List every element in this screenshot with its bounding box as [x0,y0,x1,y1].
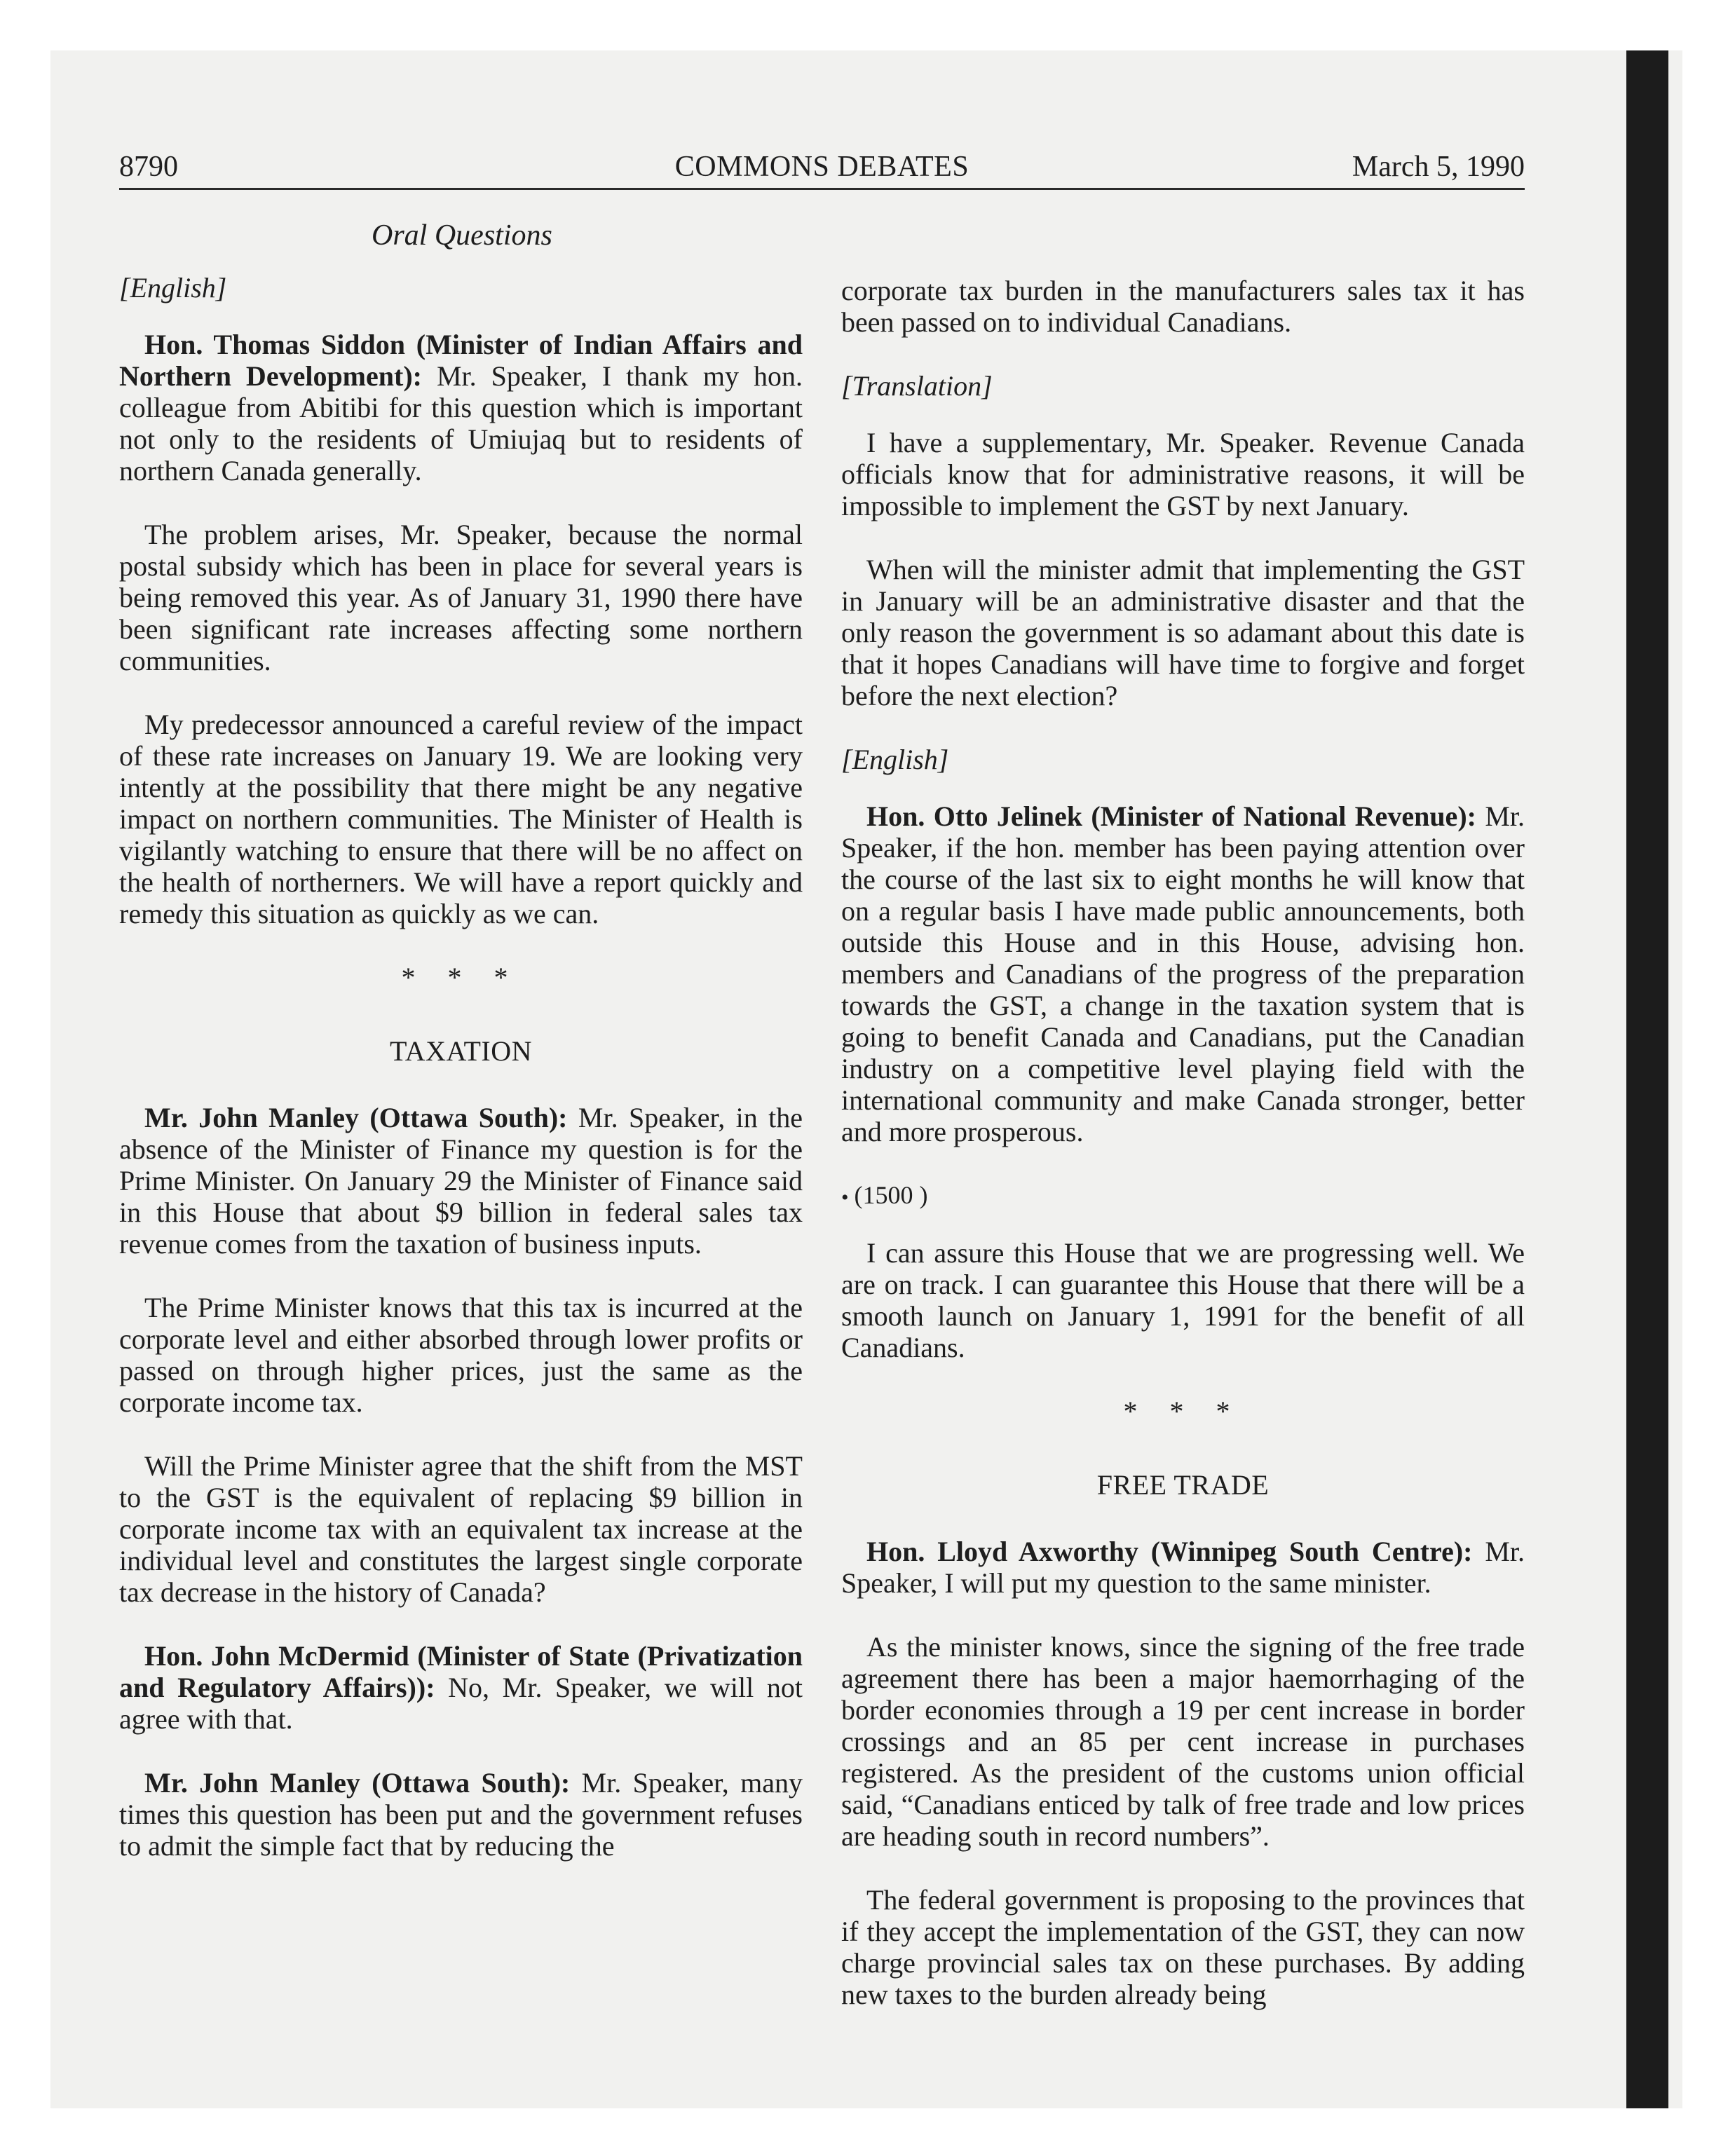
right-column [841,275,1525,2042]
language-marker: [English] [119,272,227,303]
section-separator: * * * [401,962,521,993]
paragraph-text: No, Mr. Speaker, we will not agree with that. [119,1672,803,1735]
language-marker: [English] [841,744,949,775]
page-header [119,147,1525,186]
header-rule [119,188,1525,190]
speaker-name: Mr. John Manley (Ottawa South): [144,1102,568,1133]
paragraph [841,800,1525,1147]
paragraph: The federal government is proposing to the provinces that if they accept the implementation of the GST, they can now charge provincial sales tax on these purchases. By adding new taxes to the burden already being [841,1884,1525,2011]
speaker-name: Mr. John Manley (Ottawa South): [144,1767,571,1799]
journal-title: COMMONS DEBATES [674,151,969,183]
paragraph [119,1640,803,1735]
paragraph [119,329,803,486]
paragraph-text: Mr. Speaker, in the absence of the Minister of Finance my question is for the Prime Minister. On January 29 the Minister of Finance said in this House that about $9 billion in federal sales tax revenue comes from the taxation of business inputs. [119,1102,803,1260]
paragraph: The problem arises, Mr. Speaker, because the normal postal subsidy which has been in place for several years is being removed this year. As of January 31, 1990 there have been significant rate increases affecting some northern communities. [119,519,803,676]
paragraph: I have a supplementary, Mr. Speaker. Revenue Canada officials know that for administrative reasons, it will be impossible to implement the GST by next January. [841,427,1525,521]
paragraph: My predecessor announced a careful review of the impact of these rate increases on January 19. We are looking very intently at the possibility that there might be any negative impact on northern communities. The Minister of Health is vigilantly watching to ensure that there will be no affect on the health of northerners. We will have a report quickly and remedy this situation as quickly as we can. [119,709,803,929]
paragraph: As the minister knows, since the signing of the free trade agreement there has been a major haemorrhaging of the border economies through a 19 per cent increase in border crossings and an 85 per cent increase in purchases registered. As the president of the customs union official said, “Canadians enticed by talk of free trade and low prices are heading south in record numbers”. [841,1631,1525,1853]
speaker-name: Hon. Otto Jelinek (Minister of National Revenue): [866,800,1476,832]
scan-edge-shadow [1626,50,1668,2108]
paragraph: The Prime Minister knows that this tax is incurred at the corporate level and either absorbed through lower profits or passed on through higher prices, just the same as the corporate income tax. [119,1292,803,1418]
paragraph: corporate tax burden in the manufacturers sales tax it has been passed on to individual Canadians. [841,275,1525,338]
paragraph-text: Mr. Speaker, if the hon. member has been paying attention over the course of the last six to eight months he will know that on a regular basis I have made public announcements, both outside this House and in this House, advising hon. members and Canadians of the progress of the preparation towards the GST, a change in the taxation system that is going to benefit Canada and Canadians, put the Canadian industry on a competitive level playing field with the international community and make Canada stronger, better and more prosperous. [841,800,1525,1147]
paragraph: Will the Prime Minister agree that the shift from the MST to the GST is the equivalent of replacing $9 billion in corporate income tax with an equivalent tax increase at the individual level and constitutes the largest single corporate tax decrease in the history of Canada? [119,1450,803,1608]
time-stamp: (1500 ) [854,1181,928,1209]
language-marker: [Translation] [841,370,993,402]
speaker-name: Hon. Thomas Siddon (Minister of Indian Affairs and Northern Development): [119,329,803,392]
paragraph-text: Mr. Speaker, I will put my question to the same minister. [841,1536,1525,1599]
speaker-name: Hon. Lloyd Axworthy (Winnipeg South Centre): [866,1536,1473,1568]
section-separator: * * * [1123,1396,1243,1428]
paragraph [119,1767,803,1862]
paragraph-text: Mr. Speaker, many times this question has been put and the government refuses to admit the simple fact that by reducing the [119,1767,803,1862]
paragraph-text: Mr. Speaker, I thank my hon. colleague from Abitibi for this question which is important not only to the residents of Umiujaq but to residents of northern Canada generally. [119,360,803,486]
section-heading-taxation: TAXATION [390,1035,532,1067]
paragraph: When will the minister admit that implementing the GST in January will be an administrative disaster and that the only reason the government is so adamant about this date is that it hopes Canadians will have time to forgive and forget before the next election? [841,554,1525,711]
running-title: Oral Questions [372,219,552,252]
paragraph: I can assure this House that we are progressing well. We are on track. I can guarantee this House that there will be a smooth launch on January 1, 1991 for the benefit of all Canadians. [841,1237,1525,1364]
time-marker [841,1180,1525,1213]
section-heading-free-trade: FREE TRADE [1096,1469,1270,1501]
speaker-name: Hon. John McDermid (Minister of State (Privatization and Regulatory Affairs)): [119,1640,803,1703]
page-number: 8790 [119,151,178,183]
header-date: March 5, 1990 [1352,151,1525,183]
left-column [119,272,803,1894]
paragraph [841,1536,1525,1599]
bullet-icon: • [841,1186,849,1210]
paragraph [119,1102,803,1260]
